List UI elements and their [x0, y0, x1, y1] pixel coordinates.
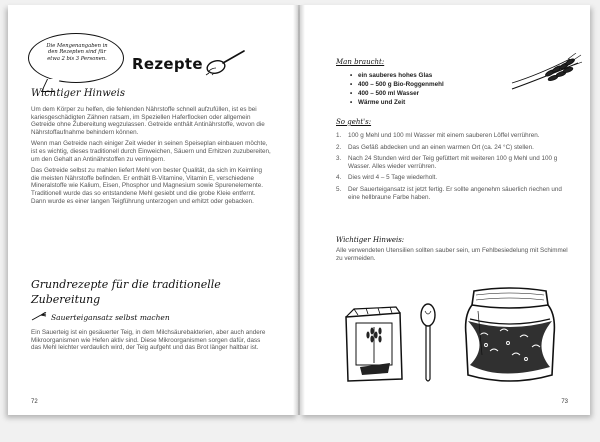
wheat-icon [510, 53, 582, 93]
subheading-label: Sauerteigansatz selbst machen [51, 312, 170, 322]
step-text: Nach 24 Stunden wird der Teig gefüttert mit weiteren 100 g Mehl und 100 g Wasser. Alles wieder verrühren. [348, 155, 558, 170]
heading-recipes: Grundrezepte für die traditionelle Zubereitung [31, 278, 221, 306]
step-item [336, 174, 568, 182]
step-number: 1. [336, 132, 342, 139]
needed-label: Man braucht: [336, 58, 385, 66]
paragraph: Das Getreide selbst zu mahlen liefert Mehl von bester Qualität, da sich im Keimling die meisten Nährstoffe befinden. Er enthält B-Vitamine, Vitamin E, verschiedene Mineralstoffe wie Kalium, Eisen, Phosphor und Magnesium sowie Spurenelemente. Traditionell wurde das so entstandene Mehl gesiebt und die grobe Kleie entfernt. Dann wurde es einer langen Teigführung unterzogen und erhitzt oder gebacken. [31, 167, 263, 205]
left-page [8, 5, 298, 415]
page-title: Rezepte [132, 55, 203, 73]
step-item [336, 144, 568, 152]
open-book [8, 5, 590, 415]
right-page [300, 5, 590, 415]
paragraph: Wenn man Getreide nach einiger Zeit wieder in seinen Speiseplan einbauen möchte, ist es wichtig, dieses traditionell durch Einweichen, Säuern und Erhitzen zuzubereiten, um den Gehalt an Antinährstoffen zu verringern. [31, 140, 271, 163]
tip-heading: Wichtiger Hinweis: [336, 236, 405, 244]
list-item: • Wärme und Zeit [350, 98, 444, 107]
jar-icon [460, 285, 560, 389]
paragraph: Ein Sauerteig ist ein gesäuerter Teig, in dem Milchsäurebakterien, aber auch andere Mikroorganismen wie Hefen aktiv sind. Diese Mikroorganismen sorgen dafür, dass das Mehl leichter verdaulich wird, der Teig aufgeht und das Brot länger haltbar ist. [31, 329, 266, 352]
step-text: Dies wird 4 – 5 Tage wiederholt. [348, 174, 438, 182]
step-number: 5. [336, 185, 342, 193]
list-item: • 400 – 500 g Bio-Roggenmehl [350, 80, 444, 89]
wooden-spoon-icon [418, 303, 438, 385]
step-list [336, 132, 568, 205]
note-line: etwa 2 bis 3 Personen. [47, 55, 107, 62]
flour-bag-icon [340, 305, 410, 385]
note-line: den Rezepten sind für [48, 49, 106, 56]
step-number: 2. [336, 143, 342, 151]
howto-label: So geht's: [336, 118, 372, 126]
page-number: 72 [31, 399, 38, 405]
intro-text [31, 329, 271, 352]
note-line: Die Mengenangaben in [46, 43, 108, 49]
ingredient-list [350, 71, 444, 107]
book-spine [293, 5, 305, 415]
step-item [336, 186, 568, 201]
step-item [336, 132, 568, 140]
heading-warning: Wichtiger Hinweis [31, 88, 126, 99]
step-number: 3. [336, 155, 342, 163]
list-item: • 400 – 500 ml Wasser [350, 89, 444, 98]
warning-text [31, 106, 271, 209]
step-number: 4. [336, 174, 342, 182]
step-text: Der Sauerteigansatz ist jetzt fertig. Er sollte angenehm säuerlich riechen und eine hellbraune Farbe haben. [348, 185, 562, 201]
tip-text: Alle verwendeten Utensilien sollten sauber sein, um Fehlbesiedelung mit Schimmel zu vermeiden. [336, 247, 568, 262]
step-item [336, 155, 568, 170]
spoon-icon [204, 45, 250, 77]
list-item: • ein sauberes hohes Glas [350, 71, 444, 80]
note-bubble [28, 33, 124, 83]
subheading-sourdough [31, 312, 170, 322]
paragraph: Um dem Körper zu helfen, die fehlenden Nährstoffe schnell aufzufüllen, ist es bei kariesgeschädigten Zähnen ratsam, im Speziellen Haferflocken oder allgemein Getreide ohne Zubereitung wegzulassen. Getreide enthält Antinährstoffe, wovon die Nährstoffaufnahme behindern können. [31, 106, 265, 136]
step-text: 100 g Mehl und 100 ml Wasser mit einem sauberen Löffel verrühren. [348, 132, 540, 139]
page-number: 73 [561, 399, 568, 405]
fork-icon [31, 312, 47, 322]
step-text: Das Gefäß abdecken und an einen warmen Ort (ca. 24 °C) stellen. [348, 143, 534, 151]
